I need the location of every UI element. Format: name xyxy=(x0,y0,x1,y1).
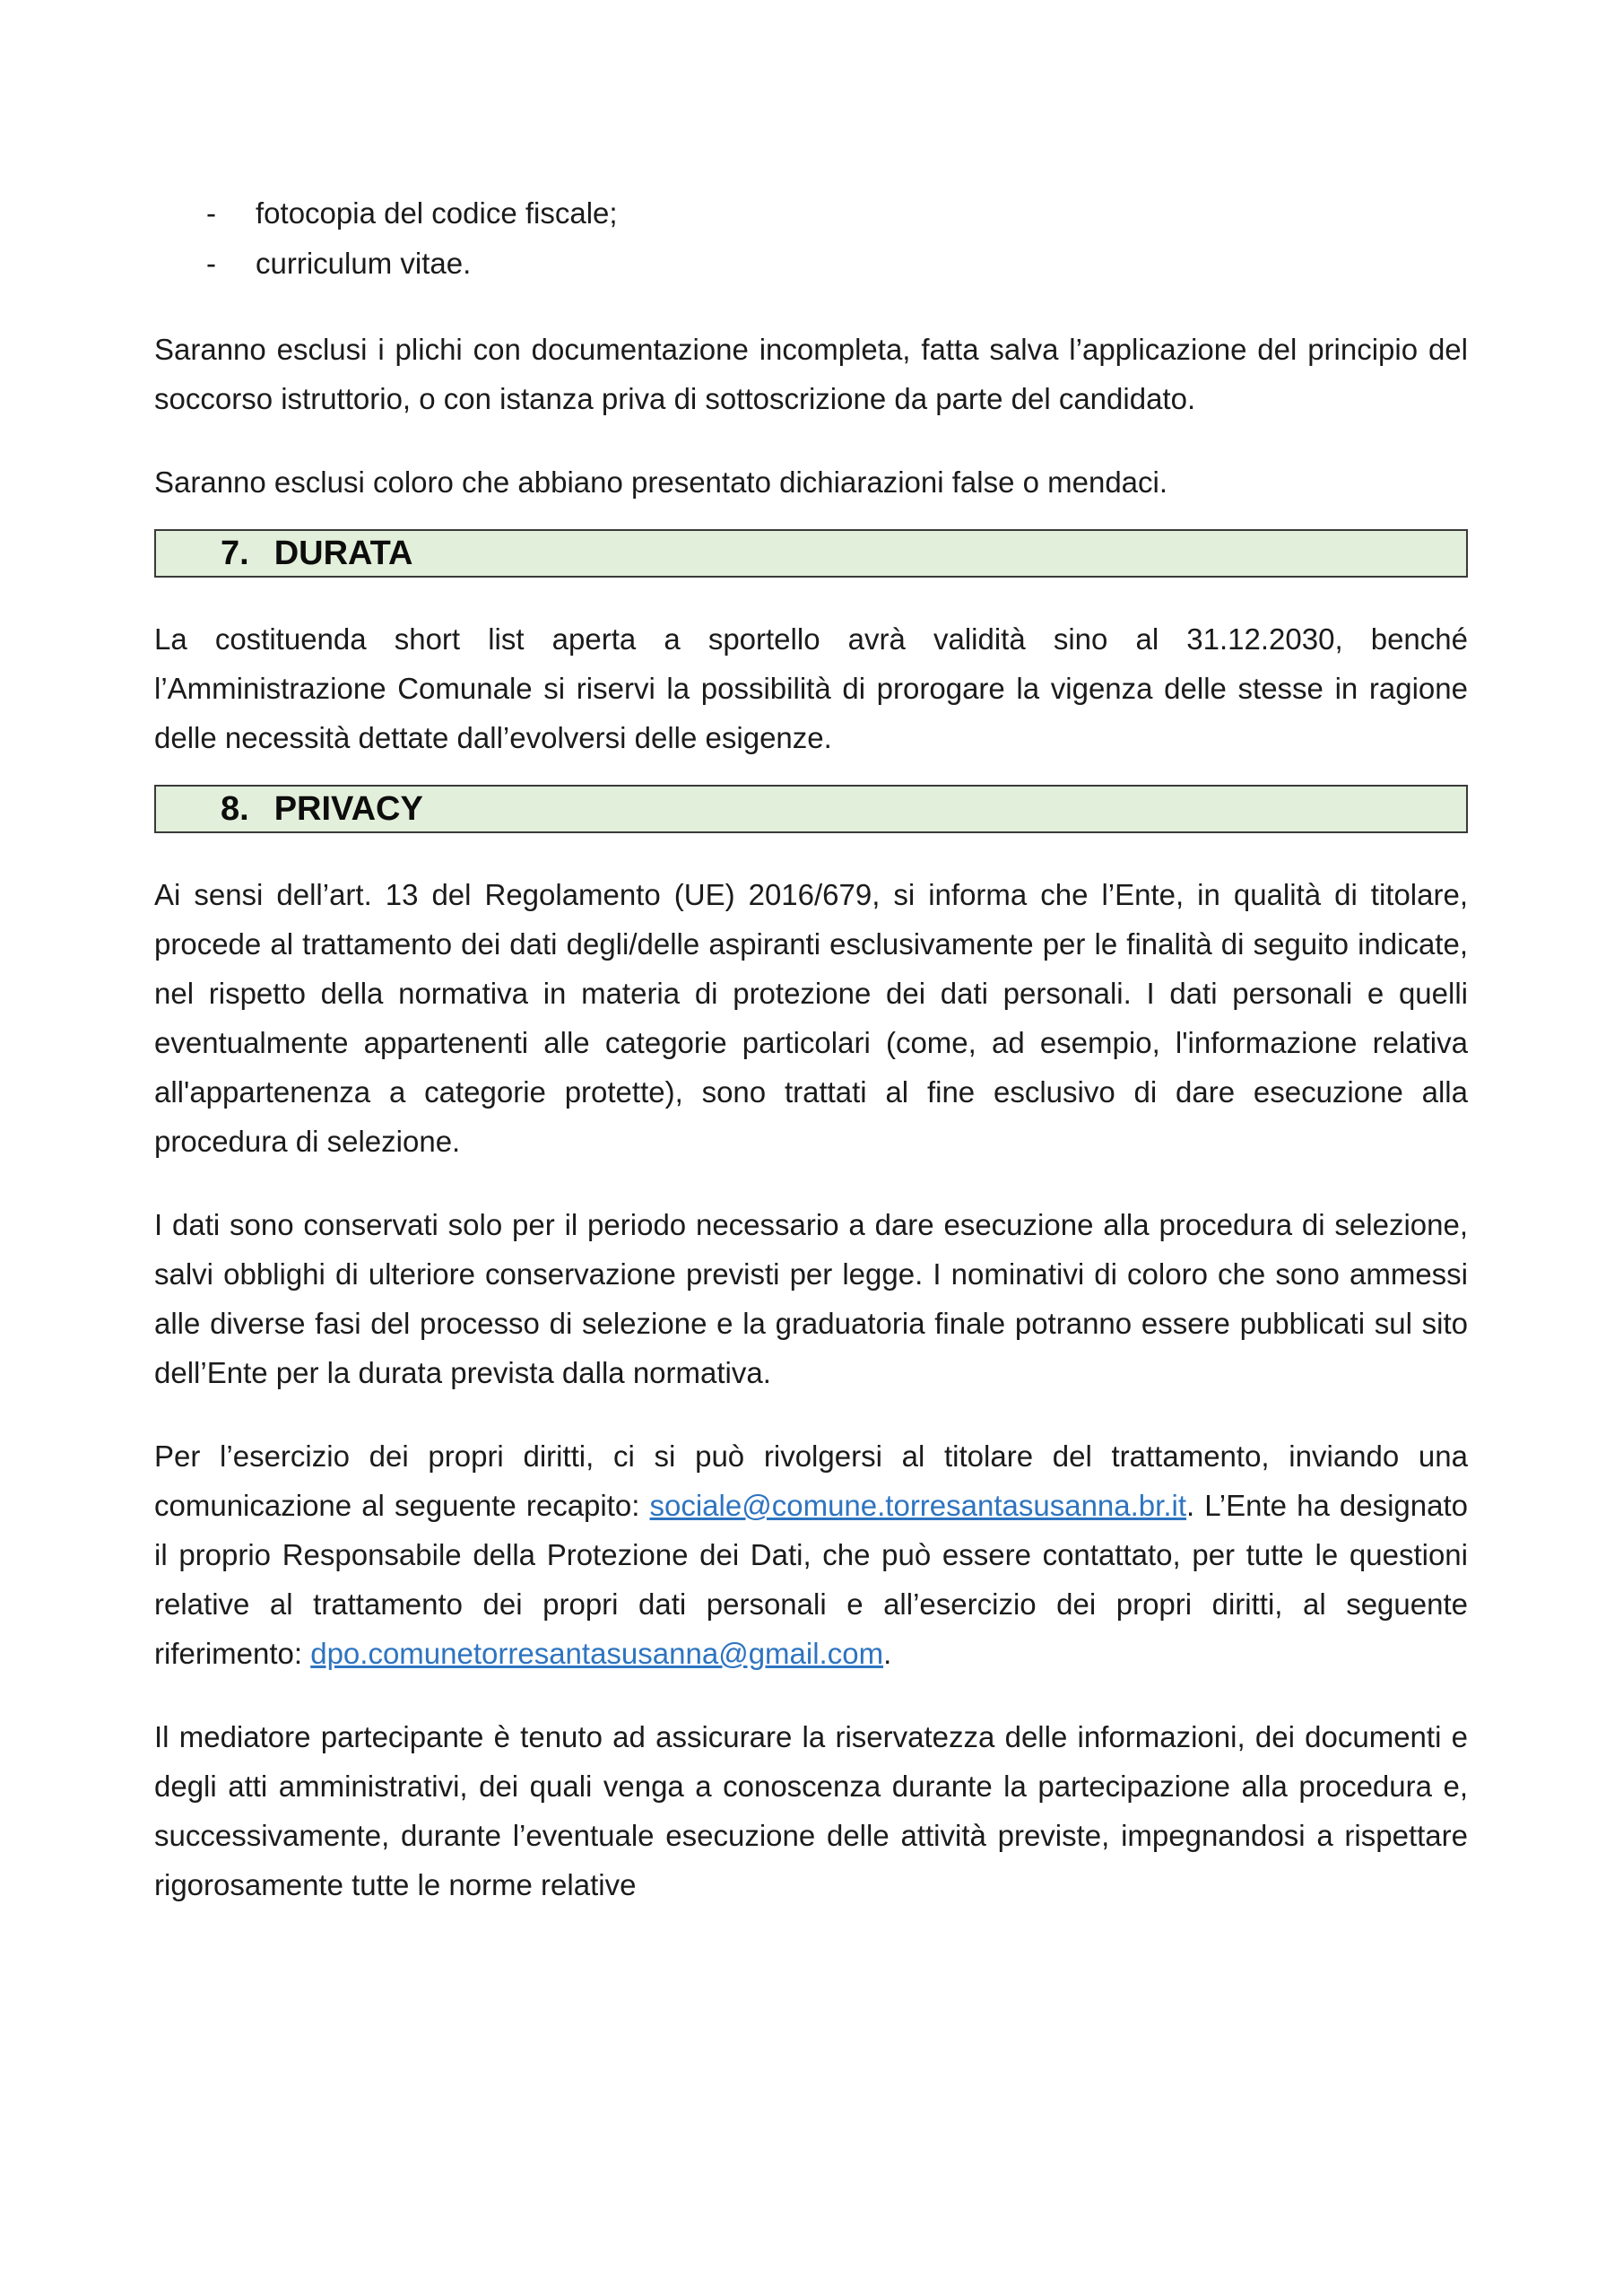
section-title: PRIVACY xyxy=(273,789,423,828)
email-link-dpo[interactable]: dpo.comunetorresantasusanna@gmail.com xyxy=(310,1637,884,1670)
bullet-dash-icon: - xyxy=(206,247,216,280)
paragraph-privacy-intro: Ai sensi dell’art. 13 del Regolamento (UE) 2016/679, si informa che l’Ente, in qualità di titolare, procede al trattamento dei dati degli/delle aspiranti esclusivamente per le finalità di seguito indicate, nel rispetto della normativa in materia di protezione dei dati personali. I dati personali e quelli eventualmente appartenenti alle categorie particolari (come, ad esempio, l'informazione relativa all'appartenenza a categorie protette), sono trattati al fine esclusivo di dare esecuzione alla procedura di selezione. xyxy=(154,878,1468,1158)
section-title: DURATA xyxy=(273,534,413,572)
bullet-list xyxy=(154,188,1468,289)
section-heading-privacy xyxy=(154,785,1468,833)
list-item xyxy=(154,188,1468,239)
rights-text-between-links: . L’Ente ha designato il proprio Responsabile della Protezione dei Dati, che può essere contattato, per tutte le questioni relative al trattamento dei propri dati personali e all’esercizio dei propri diritti, al seguente riferimento: xyxy=(154,1489,1468,1670)
paragraph-exclusion-false-statements: Saranno esclusi coloro che abbiano presentato dichiarazioni false o mendaci. xyxy=(154,465,1168,499)
paragraph-durata-body: La costituenda short list aperta a sportello avrà validità sino al 31.12.2030, benché l’Amministrazione Comunale si riservi la possibilità di prorogare la vigenza delle stesse in ragione delle necessità dettate dall’evolversi delle esigenze. xyxy=(154,622,1468,754)
bullet-dash-icon: - xyxy=(206,196,216,230)
email-link-sociale[interactable]: sociale@comune.torresantasusanna.br.it xyxy=(649,1489,1186,1522)
section-number: 8. xyxy=(221,789,249,828)
bullet-text: curriculum vitae. xyxy=(256,247,472,280)
rights-text-before-link: Per l’esercizio dei propri diritti, ci si può rivolgersi al titolare del trattamento, inviando una comunicazione al seguente recapito: xyxy=(154,1439,1468,1522)
bullet-text: fotocopia del codice fiscale; xyxy=(256,196,618,230)
paragraph-rights-contacts xyxy=(154,1431,1468,1678)
rights-text-after-link: . xyxy=(883,1637,892,1670)
section-number: 7. xyxy=(221,534,249,572)
paragraph-confidentiality: Il mediatore partecipante è tenuto ad assicurare la riservatezza delle informazioni, dei documenti e degli atti amministrativi, dei quali venga a conoscenza durante la partecipazione alla procedura e, successivamente, durante l’eventuale esecuzione delle attività previste, impegnandosi a rispettare rigorosamente tutte le norme relative xyxy=(154,1720,1468,1901)
list-item xyxy=(154,239,1468,289)
paragraph-data-retention: I dati sono conservati solo per il periodo necessario a dare esecuzione alla procedura di selezione, salvi obblighi di ulteriore conservazione previsti per legge. I nominativi di coloro che sono ammessi alle diverse fasi del processo di selezione e la graduatoria finale potranno essere pubblicati sul sito dell’Ente per la durata prevista dalla normativa. xyxy=(154,1208,1468,1389)
section-heading-durata xyxy=(154,529,1468,578)
paragraph-exclusion-plichi: Saranno esclusi i plichi con documentazione incompleta, fatta salva l’applicazione del principio del soccorso istruttorio, o con istanza priva di sottoscrizione da parte del candidato. xyxy=(154,333,1468,415)
